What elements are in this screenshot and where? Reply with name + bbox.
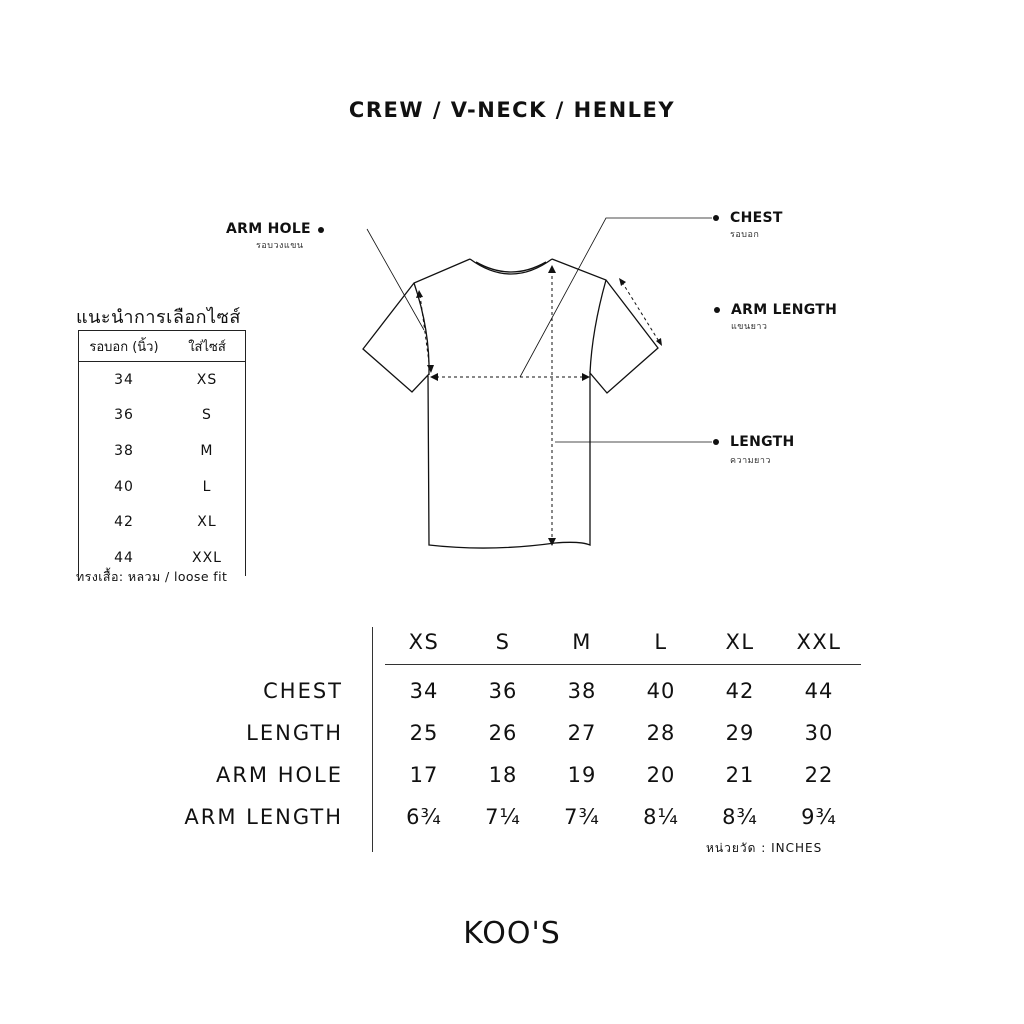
length-callout-label: LENGTH <box>730 434 795 450</box>
table-row <box>79 398 246 434</box>
chest-value: 44 <box>804 679 834 703</box>
size-guide-header-size: ใส่ไซส์ <box>169 331 246 362</box>
arm-length-value: 8¼ <box>643 805 679 829</box>
guide-size-cell: XXL <box>169 540 246 576</box>
chest-dot <box>713 215 719 221</box>
guide-chest-cell: 34 <box>79 362 169 398</box>
arm-hole-value: 20 <box>646 763 676 787</box>
arm-length-value: 9¾ <box>801 805 837 829</box>
size-header-l: L <box>654 630 668 654</box>
guide-chest-cell: 44 <box>79 540 169 576</box>
guide-size-cell: S <box>169 398 246 434</box>
size-guide-header-row <box>79 331 246 362</box>
chest-callout-label: CHEST <box>730 210 783 226</box>
guide-chest-cell: 40 <box>79 469 169 505</box>
chest-value: 42 <box>725 679 755 703</box>
arm-length-callout-sub: แขนยาว <box>731 322 768 332</box>
arm-hole-value: 18 <box>488 763 518 787</box>
arm-hole-value: 19 <box>567 763 597 787</box>
size-chart-divider-horizontal <box>385 664 861 665</box>
arm-hole-callout-label: ARM HOLE <box>226 221 311 237</box>
guide-size-cell: XL <box>169 504 246 540</box>
guide-size-cell: L <box>169 469 246 505</box>
brand-logo: KOO'S <box>463 916 561 951</box>
length-dot <box>713 439 719 445</box>
unit-note: หน่วยวัด : INCHES <box>706 841 823 855</box>
guide-size-cell: M <box>169 433 246 469</box>
arm-hole-callout-sub: รอบวงแขน <box>256 241 304 251</box>
guide-chest-cell: 42 <box>79 504 169 540</box>
size-header-s: S <box>495 630 511 654</box>
length-value: 25 <box>409 721 439 745</box>
size-header-xxl: XXL <box>796 630 842 654</box>
row-label-chest: CHEST <box>263 679 343 703</box>
size-guide-title: แนะนำการเลือกไซส์ <box>76 307 241 328</box>
length-value: 29 <box>725 721 755 745</box>
arm-length-value: 7¼ <box>485 805 521 829</box>
chest-value: 38 <box>567 679 597 703</box>
page-title: CREW / V-NECK / HENLEY <box>348 98 676 122</box>
chest-value: 34 <box>409 679 439 703</box>
size-guide-table <box>78 330 246 576</box>
length-value: 30 <box>804 721 834 745</box>
table-row <box>79 469 246 505</box>
guide-chest-cell: 38 <box>79 433 169 469</box>
arm-hole-value: 17 <box>409 763 439 787</box>
size-header-m: M <box>572 630 592 654</box>
length-value: 28 <box>646 721 676 745</box>
length-value: 26 <box>488 721 518 745</box>
arm-length-value: 8¾ <box>722 805 758 829</box>
arm-hole-dot <box>318 227 324 233</box>
guide-size-cell: XS <box>169 362 246 398</box>
row-label-arm-length: ARM LENGTH <box>184 805 343 829</box>
size-header-xl: XL <box>725 630 755 654</box>
arm-length-dot <box>714 307 720 313</box>
table-row <box>79 362 246 398</box>
length-value: 27 <box>567 721 597 745</box>
size-header-xs: XS <box>408 630 440 654</box>
arm-hole-value: 21 <box>725 763 755 787</box>
arm-length-value: 7¾ <box>564 805 600 829</box>
arm-hole-value: 22 <box>804 763 834 787</box>
table-row <box>79 504 246 540</box>
size-guide-header-chest: รอบอก (นิ้ว) <box>79 331 169 362</box>
chest-value: 36 <box>488 679 518 703</box>
fit-note: ทรงเสื้อ: หลวม / loose fit <box>76 569 228 584</box>
row-label-arm-hole: ARM HOLE <box>215 763 343 787</box>
arm-length-value: 6¾ <box>406 805 442 829</box>
size-chart-divider-vertical <box>372 627 373 852</box>
length-callout-sub: ความยาว <box>730 456 771 466</box>
chest-callout-sub: รอบอก <box>730 230 760 240</box>
guide-chest-cell: 36 <box>79 398 169 434</box>
row-label-length: LENGTH <box>246 721 343 745</box>
arm-length-callout-label: ARM LENGTH <box>731 302 838 318</box>
chest-value: 40 <box>646 679 676 703</box>
table-row <box>79 433 246 469</box>
